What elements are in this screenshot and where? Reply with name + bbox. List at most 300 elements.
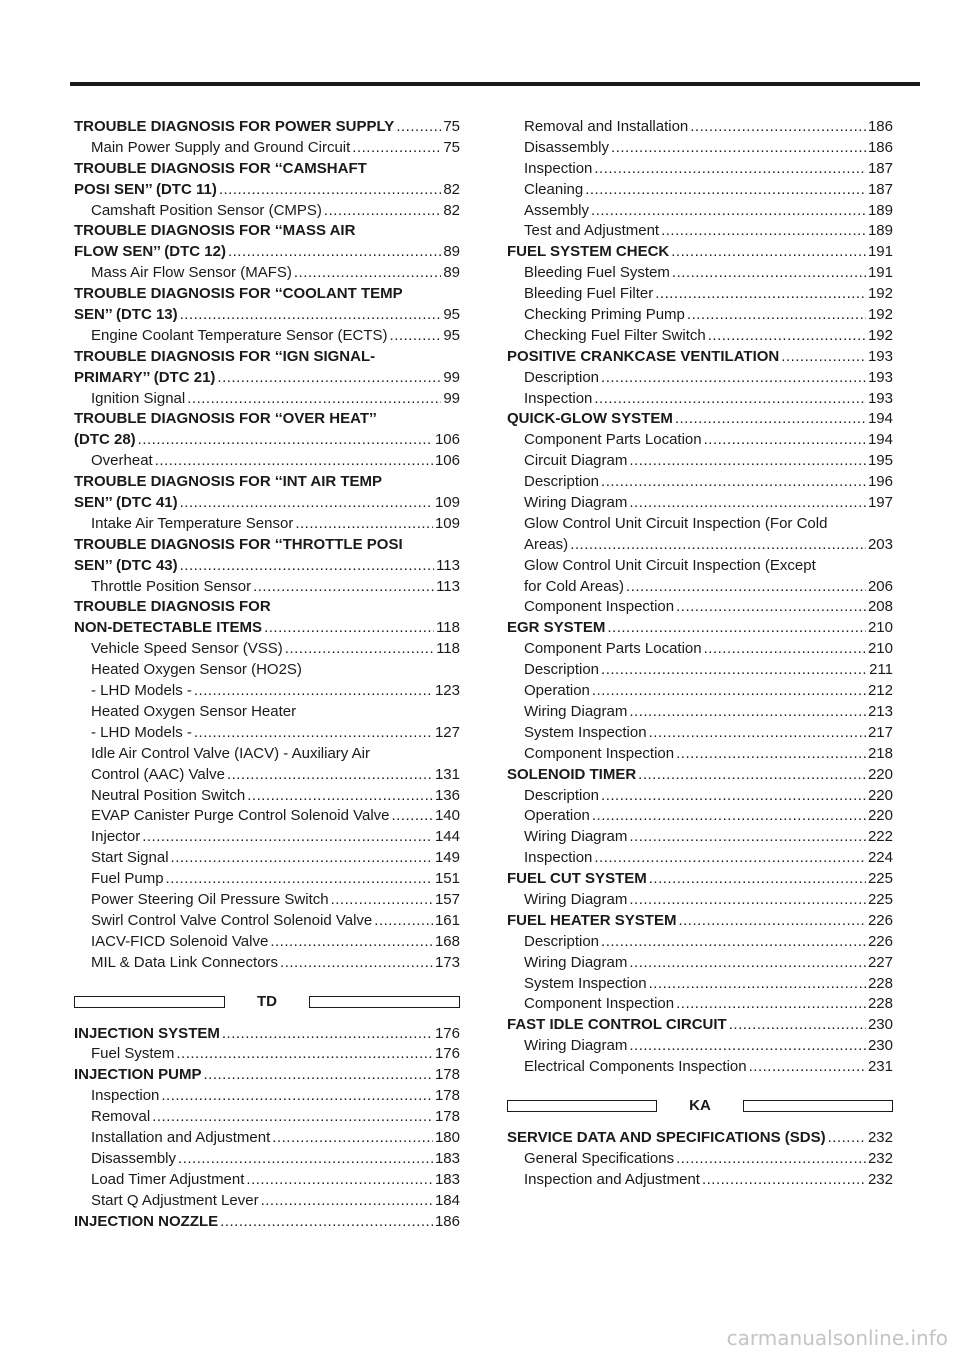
toc-entry-title: FUEL SYSTEM CHECK xyxy=(507,243,670,261)
toc-subentry[interactable] xyxy=(507,221,893,242)
toc-subentry xyxy=(507,556,893,577)
toc-page-number: 176 xyxy=(434,1045,460,1063)
toc-page-number: 230 xyxy=(867,1037,893,1055)
toc-page-number: 218 xyxy=(867,744,893,762)
divider-bar xyxy=(507,1100,657,1112)
toc-subentry[interactable] xyxy=(74,1149,460,1170)
toc-page-number: 193 xyxy=(867,389,893,407)
toc-page-number: 183 xyxy=(434,1149,460,1167)
toc-right-column xyxy=(507,117,893,1191)
dot-leader xyxy=(270,932,433,953)
toc-subentry[interactable] xyxy=(507,201,893,222)
dot-leader xyxy=(629,827,866,848)
toc-subentry xyxy=(74,660,460,681)
dot-leader xyxy=(390,326,442,347)
toc-entry-title: Areas) xyxy=(524,535,569,553)
toc-entry-title: PRIMARY’’ (DTC 21) xyxy=(74,368,216,386)
dot-leader xyxy=(285,639,434,660)
toc-entry-title: Component Parts Location xyxy=(524,640,702,658)
toc-entry-title: TROUBLE DIAGNOSIS FOR ‘‘CAMSHAFT xyxy=(74,159,367,177)
toc-entry-title: Intake Air Temperature Sensor xyxy=(91,514,294,532)
toc-entry xyxy=(74,284,460,305)
toc-subentry[interactable] xyxy=(74,263,460,284)
dot-leader xyxy=(178,1149,433,1170)
toc-subentry[interactable] xyxy=(74,765,460,786)
toc-page-number: 180 xyxy=(434,1128,460,1146)
toc-entry-title: MIL & Data Link Connectors xyxy=(91,953,279,971)
dot-leader xyxy=(702,1170,866,1191)
toc-page-number: 131 xyxy=(434,765,460,783)
toc-entry-title: Disassembly xyxy=(524,138,610,156)
toc-entry-title: - LHD Models - xyxy=(91,682,192,700)
toc-page-number: 157 xyxy=(434,890,460,908)
toc-subentry[interactable] xyxy=(74,1044,460,1065)
divider-label: TD xyxy=(257,993,277,1011)
toc-page-number: 113 xyxy=(436,556,460,574)
dot-leader xyxy=(374,911,433,932)
toc-subentry[interactable] xyxy=(74,1086,460,1107)
toc-entry-title: Wiring Diagram xyxy=(524,953,628,971)
toc-entry-title: Engine Coolant Temperature Sensor (ECTS) xyxy=(91,326,388,344)
toc-page-number: 225 xyxy=(867,890,893,908)
toc-entry[interactable] xyxy=(507,618,893,639)
toc-entry-title: NON-DETECTABLE ITEMS xyxy=(74,619,263,637)
toc-page-number: 82 xyxy=(443,201,460,219)
dot-leader xyxy=(176,1044,433,1065)
toc-page-number: 99 xyxy=(443,368,460,386)
toc-subentry[interactable] xyxy=(74,451,460,472)
toc-page-number: 232 xyxy=(867,1128,893,1146)
toc-page-number: 151 xyxy=(434,870,460,888)
toc-entry[interactable] xyxy=(74,1024,460,1045)
toc-page-number: 106 xyxy=(434,431,460,449)
divider-bar xyxy=(74,996,225,1008)
toc-subentry[interactable] xyxy=(507,159,893,180)
toc-entry-title: TROUBLE DIAGNOSIS FOR ‘‘INT AIR TEMP xyxy=(74,473,383,491)
toc-entry-title: SEN’’ (DTC 13) xyxy=(74,306,178,324)
toc-subentry[interactable] xyxy=(507,117,893,138)
toc-entry-title: TROUBLE DIAGNOSIS FOR POWER SUPPLY xyxy=(74,118,395,135)
toc-subentry[interactable] xyxy=(74,639,460,660)
toc-page-number: 168 xyxy=(434,932,460,950)
toc-entry[interactable] xyxy=(74,305,460,326)
toc-page-number: 191 xyxy=(867,243,893,261)
toc-subentry[interactable] xyxy=(507,827,893,848)
toc-entry-title: INJECTION NOZZLE xyxy=(74,1212,219,1230)
toc-subentry[interactable] xyxy=(74,1170,460,1191)
toc-subentry[interactable] xyxy=(507,723,893,744)
toc-subentry[interactable] xyxy=(507,1036,893,1057)
toc-entry xyxy=(74,472,460,493)
toc-entry-title: Disassembly xyxy=(91,1149,177,1167)
toc-subentry[interactable] xyxy=(507,472,893,493)
toc-entry-title: Idle Air Control Valve (IACV) - Auxiliary Air xyxy=(91,744,370,762)
toc-subentry[interactable] xyxy=(74,1191,460,1212)
toc-subentry[interactable] xyxy=(507,263,893,284)
dot-leader xyxy=(180,493,433,514)
toc-page-number: 184 xyxy=(434,1191,460,1209)
toc-subentry[interactable] xyxy=(74,786,460,807)
dot-leader xyxy=(594,389,866,410)
toc-entry[interactable] xyxy=(74,556,460,577)
toc-page-number: 217 xyxy=(867,723,893,741)
toc-subentry[interactable] xyxy=(507,368,893,389)
dot-leader xyxy=(655,284,866,305)
toc-entry-title: Throttle Position Sensor xyxy=(91,577,252,595)
dot-leader xyxy=(155,451,433,472)
toc-entry-title: Installation and Adjustment xyxy=(91,1128,271,1146)
dot-leader xyxy=(611,138,866,159)
toc-subentry[interactable] xyxy=(74,681,460,702)
toc-page-number: 75 xyxy=(443,118,460,135)
toc-page-number: 178 xyxy=(434,1087,460,1105)
toc-subentry[interactable] xyxy=(507,953,893,974)
toc-page-number: 192 xyxy=(867,326,893,344)
dot-leader xyxy=(601,932,866,953)
toc-entry-title: Heated Oxygen Sensor Heater xyxy=(91,702,297,720)
dot-leader xyxy=(704,430,866,451)
toc-entry-title: Electrical Components Inspection xyxy=(524,1058,747,1076)
toc-subentry[interactable] xyxy=(74,827,460,848)
toc-page-number: 186 xyxy=(867,138,893,156)
toc-subentry xyxy=(74,744,460,765)
dot-leader xyxy=(294,263,441,284)
toc-entry-title: Assembly xyxy=(524,201,590,219)
dot-leader xyxy=(676,994,866,1015)
dot-leader xyxy=(629,1036,866,1057)
toc-entry-title: Description xyxy=(524,932,600,950)
toc-subentry[interactable] xyxy=(74,953,460,974)
toc-subentry[interactable] xyxy=(507,1057,893,1078)
dot-leader xyxy=(629,890,866,911)
toc-entry-title: Neutral Position Switch xyxy=(91,786,246,804)
toc-entry-title: Glow Control Unit Circuit Inspection (Except xyxy=(524,556,816,574)
dot-leader xyxy=(228,242,441,263)
toc-subentry xyxy=(507,514,893,535)
dot-leader xyxy=(180,556,434,577)
toc-subentry[interactable] xyxy=(507,806,893,827)
divider-bar xyxy=(743,1100,893,1112)
toc-entry-title: IACV-FICD Solenoid Valve xyxy=(91,932,269,950)
toc-entry-title: EGR SYSTEM xyxy=(507,619,606,637)
toc-subentry[interactable] xyxy=(74,389,460,410)
dot-leader xyxy=(324,201,441,222)
toc-subentry[interactable] xyxy=(507,597,893,618)
toc-entry[interactable] xyxy=(507,765,893,786)
toc-subentry[interactable] xyxy=(74,911,460,932)
watermark: carmanualsonline.info xyxy=(726,1326,948,1350)
toc-page-number: 195 xyxy=(867,452,893,470)
toc-entry[interactable] xyxy=(74,493,460,514)
toc-page-number: 231 xyxy=(867,1058,893,1076)
toc-subentry[interactable] xyxy=(507,932,893,953)
dot-leader xyxy=(661,221,866,242)
toc-entry-title: Overheat xyxy=(91,452,153,470)
toc-page-number: 82 xyxy=(443,180,460,198)
toc-page-number: 211 xyxy=(869,661,893,679)
dot-leader xyxy=(138,430,433,451)
dot-leader xyxy=(219,180,441,201)
toc-subentry[interactable] xyxy=(507,974,893,995)
toc-page-number: 183 xyxy=(434,1170,460,1188)
dot-leader xyxy=(690,117,866,138)
toc-entry-title: Start Q Adjustment Lever xyxy=(91,1191,259,1209)
toc-entry[interactable] xyxy=(74,368,460,389)
toc-subentry[interactable] xyxy=(507,389,893,410)
toc-subentry[interactable] xyxy=(507,305,893,326)
toc-page-number: 210 xyxy=(867,640,893,658)
dot-leader xyxy=(749,1057,866,1078)
toc-page-number: 89 xyxy=(443,264,460,282)
toc-entry[interactable] xyxy=(507,347,893,368)
toc-entry-title: SEN’’ (DTC 41) xyxy=(74,494,178,512)
dot-leader xyxy=(601,368,866,389)
dot-leader xyxy=(601,472,866,493)
toc-page-number: 194 xyxy=(867,410,893,428)
toc-entry-title: Main Power Supply and Ground Circuit xyxy=(91,138,351,156)
toc-subentry[interactable] xyxy=(507,702,893,723)
toc-entry[interactable] xyxy=(74,180,460,201)
dot-leader xyxy=(166,869,433,890)
dot-leader xyxy=(676,1149,866,1170)
dot-leader xyxy=(331,890,433,911)
toc-page-number: 220 xyxy=(867,765,893,783)
toc-entry[interactable] xyxy=(507,409,893,430)
toc-page-number: 206 xyxy=(867,577,893,595)
toc-entry-title: FLOW SEN’’ (DTC 12) xyxy=(74,243,226,261)
toc-page-number: 189 xyxy=(867,222,893,240)
toc-subentry[interactable] xyxy=(507,180,893,201)
toc-subentry[interactable] xyxy=(74,890,460,911)
toc-entry[interactable] xyxy=(74,618,460,639)
toc-entry[interactable] xyxy=(507,869,893,890)
toc-page-number: 113 xyxy=(436,577,460,595)
toc-page-number: 109 xyxy=(434,494,460,512)
toc-entry-title: TROUBLE DIAGNOSIS FOR ‘‘IGN SIGNAL- xyxy=(74,347,376,365)
toc-page-number: 196 xyxy=(867,473,893,491)
dot-leader xyxy=(781,347,866,368)
dot-leader xyxy=(352,138,441,159)
dot-leader xyxy=(678,911,866,932)
toc-entry[interactable] xyxy=(507,242,893,263)
toc-entry-title: Fuel System xyxy=(91,1045,175,1063)
dot-leader xyxy=(280,953,433,974)
toc-subentry[interactable] xyxy=(507,994,893,1015)
toc-subentry[interactable] xyxy=(507,660,893,681)
toc-entry xyxy=(74,159,460,180)
toc-entry-title: QUICK-GLOW SYSTEM xyxy=(507,410,673,428)
dot-leader xyxy=(708,326,866,347)
toc-entry-title: Ignition Signal xyxy=(91,389,186,407)
toc-entry xyxy=(74,221,460,242)
toc-entry-title: FUEL HEATER SYSTEM xyxy=(507,911,677,929)
dot-leader xyxy=(629,493,866,514)
dot-leader xyxy=(187,389,441,410)
dot-leader xyxy=(295,514,433,535)
toc-entry-title: POSITIVE CRANKCASE VENTILATION xyxy=(507,347,780,365)
dot-leader xyxy=(217,368,441,389)
toc-page-number: 232 xyxy=(867,1170,893,1188)
toc-entry-title: FAST IDLE CONTROL CIRCUIT xyxy=(507,1016,727,1034)
toc-entry-title: Mass Air Flow Sensor (MAFS) xyxy=(91,264,292,282)
toc-subentry[interactable] xyxy=(507,138,893,159)
toc-entry-title: SOLENOID TIMER xyxy=(507,765,637,783)
toc-entry-title: TROUBLE DIAGNOSIS FOR xyxy=(74,598,271,616)
toc-subentry[interactable] xyxy=(507,639,893,660)
toc-subentry[interactable] xyxy=(507,848,893,869)
dot-leader xyxy=(272,1128,433,1149)
toc-page-number: 189 xyxy=(867,201,893,219)
toc-entry-title: Inspection xyxy=(91,1087,160,1105)
divider-label: KA xyxy=(689,1097,711,1115)
toc-subentry[interactable] xyxy=(74,848,460,869)
toc-entry-title: FUEL CUT SYSTEM xyxy=(507,870,647,888)
dot-leader xyxy=(629,702,866,723)
toc-subentry[interactable] xyxy=(74,932,460,953)
toc-entry-title: TROUBLE DIAGNOSIS FOR ‘‘MASS AIR xyxy=(74,222,356,240)
toc-entry-title: Circuit Diagram xyxy=(524,452,628,470)
toc-page-number: 109 xyxy=(434,514,460,532)
toc-subentry[interactable] xyxy=(507,577,893,598)
toc-subentry[interactable] xyxy=(74,326,460,347)
toc-entry-title: SEN’’ (DTC 43) xyxy=(74,556,178,574)
toc-entry-title: Removal and Installation xyxy=(524,118,689,135)
dot-leader xyxy=(729,1015,866,1036)
toc-page-number: 95 xyxy=(443,326,460,344)
toc-subentry[interactable] xyxy=(507,890,893,911)
toc-entry[interactable] xyxy=(507,1128,893,1149)
toc-subentry[interactable] xyxy=(74,138,460,159)
dot-leader xyxy=(227,765,433,786)
toc-subentry[interactable] xyxy=(74,869,460,890)
toc-entry-title: Checking Fuel Filter Switch xyxy=(524,326,706,344)
toc-entry[interactable] xyxy=(74,117,460,138)
toc-entry-title: Wiring Diagram xyxy=(524,702,628,720)
dot-leader xyxy=(649,869,866,890)
dot-leader xyxy=(629,953,866,974)
toc-subentry[interactable] xyxy=(507,786,893,807)
toc-subentry[interactable] xyxy=(74,577,460,598)
toc-subentry[interactable] xyxy=(74,201,460,222)
toc-entry-title: Description xyxy=(524,661,600,679)
toc-entry-title: - LHD Models - xyxy=(91,723,192,741)
toc-subentry[interactable] xyxy=(507,493,893,514)
toc-page-number: 212 xyxy=(867,682,893,700)
toc-page-number: 230 xyxy=(867,1016,893,1034)
toc-entry-title: TROUBLE DIAGNOSIS FOR ‘‘OVER HEAT’’ xyxy=(74,410,377,428)
toc-page-number: 176 xyxy=(434,1024,460,1042)
toc-page-number: 228 xyxy=(867,974,893,992)
toc-entry[interactable] xyxy=(74,242,460,263)
dot-leader xyxy=(649,723,866,744)
toc-entry[interactable] xyxy=(507,911,893,932)
dot-leader xyxy=(396,117,441,138)
toc-entry-title: for Cold Areas) xyxy=(524,577,625,595)
dot-leader xyxy=(704,639,866,660)
toc-page-number: 208 xyxy=(867,598,893,616)
dot-leader xyxy=(392,806,433,827)
toc-subentry[interactable] xyxy=(507,744,893,765)
dot-leader xyxy=(592,806,866,827)
toc-page-number: 178 xyxy=(434,1066,460,1084)
dot-leader xyxy=(592,681,866,702)
toc-entry-title: Description xyxy=(524,473,600,491)
toc-page-number: 194 xyxy=(867,431,893,449)
toc-entry-title: Operation xyxy=(524,682,590,700)
toc-page-number: 226 xyxy=(867,932,893,950)
dot-leader xyxy=(626,577,866,598)
dot-leader xyxy=(594,159,866,180)
toc-entry-title: Fuel Pump xyxy=(91,870,164,888)
toc-subentry[interactable] xyxy=(507,1170,893,1191)
toc-entry[interactable] xyxy=(74,1065,460,1086)
toc-subentry[interactable] xyxy=(507,451,893,472)
toc-page-number: 140 xyxy=(434,807,460,825)
toc-page-number: 225 xyxy=(867,870,893,888)
toc-subentry[interactable] xyxy=(507,326,893,347)
toc-subentry[interactable] xyxy=(74,806,460,827)
toc-entry-title: Component Inspection xyxy=(524,598,675,616)
toc-subentry[interactable] xyxy=(507,1149,893,1170)
toc-entry xyxy=(74,535,460,556)
toc-entry-title: EVAP Canister Purge Control Solenoid Valve xyxy=(91,807,390,825)
toc-entry-title: Cleaning xyxy=(524,180,584,198)
toc-page-number: 178 xyxy=(434,1108,460,1126)
dot-leader xyxy=(649,974,866,995)
toc-subentry[interactable] xyxy=(507,535,893,556)
toc-entry[interactable] xyxy=(74,430,460,451)
toc-entry-title: Description xyxy=(524,368,600,386)
toc-page-number: 227 xyxy=(867,953,893,971)
dot-leader xyxy=(253,577,434,598)
toc-subentry[interactable] xyxy=(74,1128,460,1149)
toc-entry-title: Camshaft Position Sensor (CMPS) xyxy=(91,201,322,219)
toc-subentry[interactable] xyxy=(74,514,460,535)
toc-entry-title: Checking Priming Pump xyxy=(524,306,685,324)
dot-leader xyxy=(246,1170,433,1191)
toc-entry-title: Inspection xyxy=(524,389,593,407)
toc-entry-title: Wiring Diagram xyxy=(524,828,628,846)
toc-entry xyxy=(74,409,460,430)
toc-page-number: 144 xyxy=(434,828,460,846)
toc-subentry[interactable] xyxy=(507,681,893,702)
toc-entry[interactable] xyxy=(74,1212,460,1233)
toc-page-number: 220 xyxy=(867,807,893,825)
toc-subentry[interactable] xyxy=(74,1107,460,1128)
toc-page-number: 136 xyxy=(434,786,460,804)
toc-entry-title: Component Parts Location xyxy=(524,431,702,449)
toc-page-number: 203 xyxy=(867,535,893,553)
toc-page-number: 222 xyxy=(867,828,893,846)
toc-subentry[interactable] xyxy=(507,430,893,451)
toc-entry-title: Bleeding Fuel System xyxy=(524,264,670,282)
section-divider xyxy=(74,988,460,1016)
toc-page-number: 193 xyxy=(867,347,893,365)
dot-leader xyxy=(570,535,866,556)
dot-leader xyxy=(676,597,866,618)
dot-leader xyxy=(675,409,866,430)
dot-leader xyxy=(222,1024,433,1045)
toc-subentry[interactable] xyxy=(74,723,460,744)
toc-page-number: 127 xyxy=(434,723,460,741)
toc-entry-title: Glow Control Unit Circuit Inspection (For Cold xyxy=(524,514,828,532)
toc-subentry[interactable] xyxy=(507,284,893,305)
toc-page-number: 123 xyxy=(434,682,460,700)
toc-entry-title: Swirl Control Valve Control Solenoid Valve xyxy=(91,911,373,929)
toc-entry[interactable] xyxy=(507,1015,893,1036)
toc-page-number: 118 xyxy=(436,640,460,658)
toc-page-number: 89 xyxy=(443,243,460,261)
